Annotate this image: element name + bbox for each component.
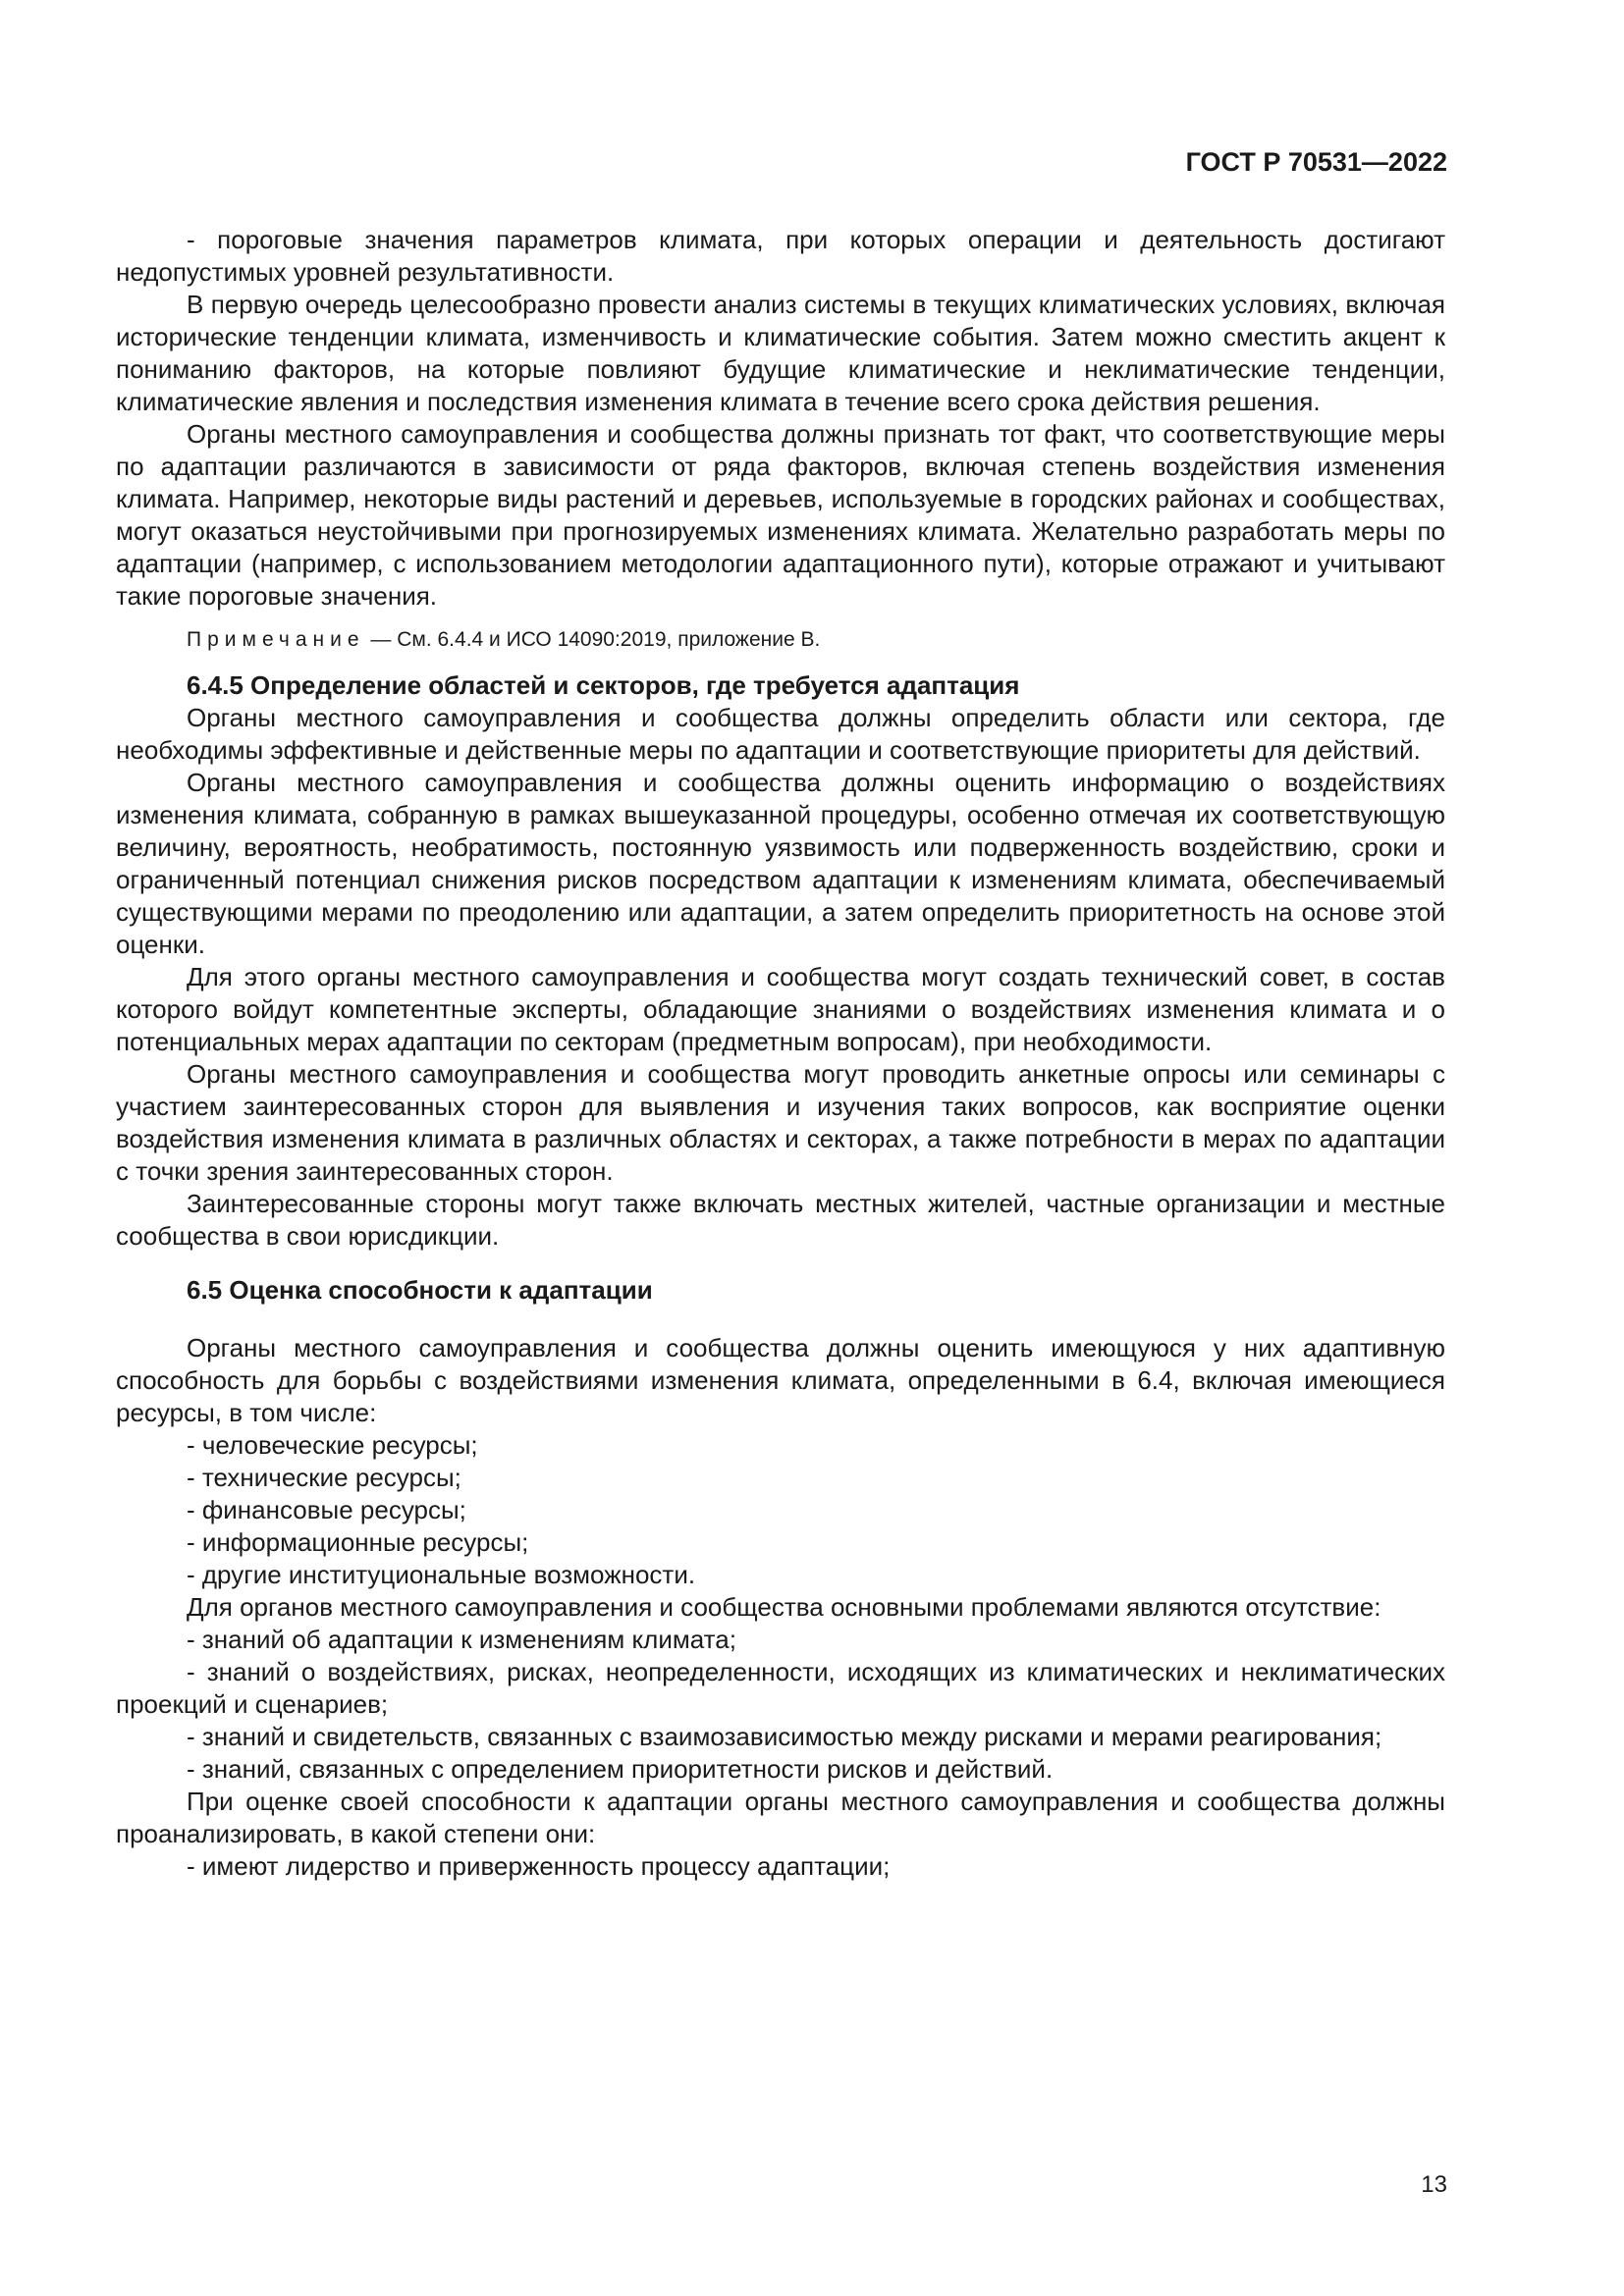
paragraph: Органы местного самоуправления и сообщества могут проводить анкетные опросы или семинары с участием заинтересованных сторон для выявления и изучения таких вопросов, как восприятие оценки воздействия изменения климата в различных областях и секторах, а также потребности в мерах по адаптации с точки зрения заинтересованных сторон. [116, 1059, 1445, 1186]
paragraph: Заинтересованные стороны могут также включать местных жителей, частные организации и местные сообщества в свои юрисдикции. [116, 1189, 1445, 1251]
paragraph: Органы местного самоуправления и сообщества должны признать тот факт, что соответствующие меры по адаптации различаются в зависимости от ряда факторов, включая степень воздействия изменения климата. Например, некоторые виды растений и деревьев, используемые в городских районах и сообществах, могут оказаться неустойчивыми при прогнозируемых изменениях климата. Желательно разработать меры по адаптации (например, с использованием методологии адаптационного пути), которые отражают и учитывают такие пороговые значения. [116, 419, 1445, 611]
page-number: 13 [1421, 2171, 1447, 2198]
problem-list-item: - знаний о воздействиях, рисках, неопределенности, исходящих из климатических и неклиматических проекций и сценариев; [116, 1657, 1445, 1719]
note-label: Примечание [187, 628, 365, 651]
resource-list-item: - информационные ресурсы; [187, 1527, 529, 1557]
section-heading-6-4-5: 6.4.5 Определение областей и секторов, где требуется адаптация [187, 670, 1020, 700]
page-body [116, 224, 1445, 1883]
section-heading-6-5: 6.5 Оценка способности к адаптации [187, 1275, 653, 1305]
analysis-list-item: - имеют лидерство и приверженность процессу адаптации; [187, 1851, 891, 1881]
note [116, 626, 1445, 654]
paragraph: Органы местного самоуправления и сообщества должны оценить информацию о воздействиях изменения климата, собранную в рамках вышеуказанной процедуры, особенно отмечая их соответствующую величину, вероятность, необратимость, постоянную уязвимость или подверженность воздействию, сроки и ограниченный потенциал снижения рисков посредством адаптации к изменениям климата, обеспечиваемый существующими мерами по преодолению или адаптации, а затем определить приоритетность на основе этой оценки. [116, 768, 1445, 959]
resource-list-item: - другие институциональные возможности. [187, 1560, 696, 1589]
resource-list-item: - технические ресурсы; [187, 1463, 461, 1492]
note-text: — См. 6.4.4 и ИСО 14090:2019, приложение В. [364, 628, 821, 651]
paragraph: Органы местного самоуправления и сообщества должны определить области или сектора, где необходимы эффективные и действенные меры по адаптации и соответствующие приоритеты для действий. [116, 703, 1445, 765]
resource-list-item: - финансовые ресурсы; [187, 1495, 466, 1524]
problem-list-item: - знаний об адаптации к изменениям климата; [187, 1625, 736, 1654]
problem-list-item: - знаний и свидетельств, связанных с взаимозависимостью между рисками и мерами реагирования; [187, 1722, 1382, 1751]
document-id-header: ГОСТ Р 70531—2022 [1185, 147, 1447, 177]
resource-list-item: - человеческие ресурсы; [187, 1430, 478, 1460]
paragraph: Органы местного самоуправления и сообщества должны оценить имеющуюся у них адаптивную способность для борьбы с воздействиями изменения климата, определенными в 6.4, включая имеющиеся ресурсы, в том числе: [116, 1333, 1445, 1427]
paragraph: В первую очередь целесообразно провести анализ системы в текущих климатических условиях, включая исторические тенденции климата, изменчивость и климатические события. Затем можно сместить акцент к пониманию факторов, на которые повлияют будущие климатические и неклиматические тенденции, климатические явления и последствия изменения климата в течение всего срока действия решения. [116, 290, 1445, 416]
paragraph: Для этого органы местного самоуправления и сообщества могут создать технический совет, в состав которого войдут компетентные эксперты, обладающие знаниями о воздействиях изменения климата и о потенциальных мерах адаптации по секторам (предметным вопросам), при необходимости. [116, 962, 1445, 1056]
threshold-list-item: - пороговые значения параметров климата, при которых операции и деятельность достигают недопустимых уровней результативности. [116, 225, 1445, 287]
paragraph: Для органов местного самоуправления и сообщества основными проблемами являются отсутствие: [187, 1592, 1381, 1622]
paragraph: При оценке своей способности к адаптации органы местного самоуправления и сообщества должны проанализировать, в какой степени они: [116, 1787, 1445, 1848]
problem-list-item: - знаний, связанных с определением приоритетности рисков и действий. [187, 1754, 1054, 1784]
